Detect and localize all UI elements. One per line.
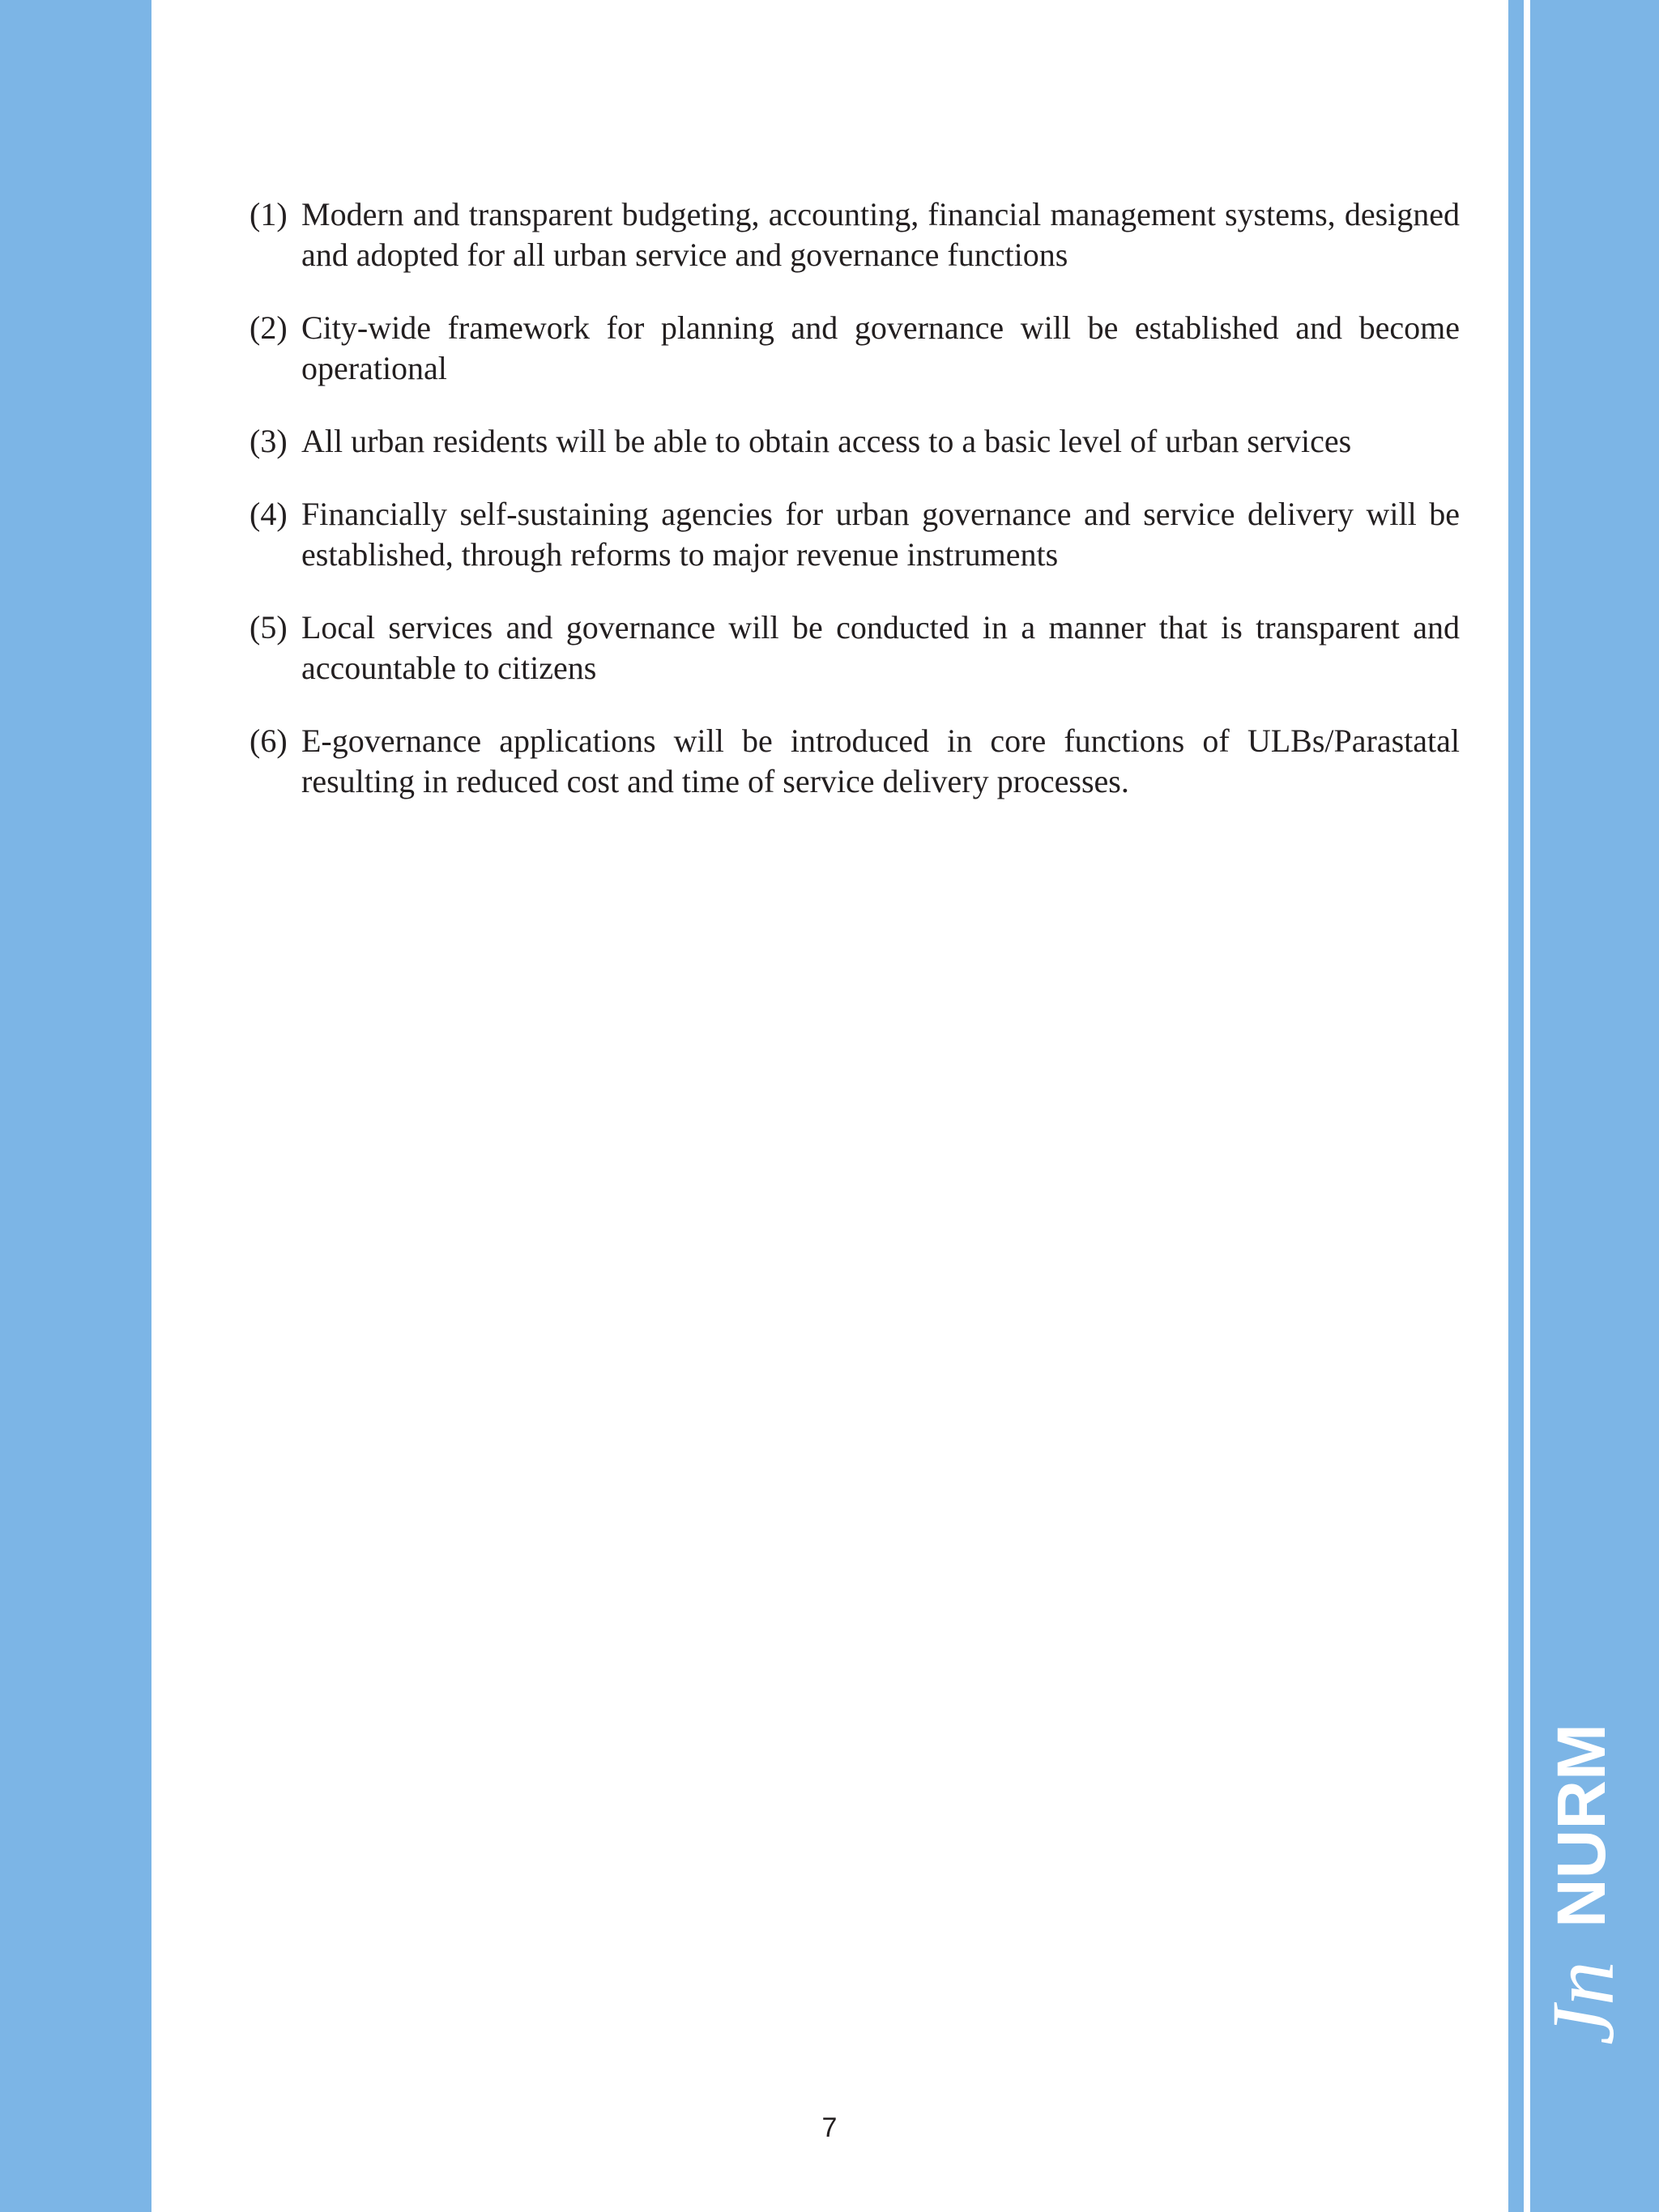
list-item (249, 194, 1460, 275)
item-number: (6) (249, 722, 288, 759)
list-item (249, 721, 1460, 802)
logo-block-text: NURM (1543, 1724, 1619, 1928)
list-item (249, 494, 1460, 575)
item-text: All urban residents will be able to obtain access to a basic level of urban services (301, 423, 1352, 459)
item-number: (4) (249, 496, 288, 532)
jnnurm-logo (1530, 1685, 1659, 2049)
jnnurm-logo-graphic (1530, 1685, 1659, 2049)
item-number: (5) (249, 609, 288, 646)
item-text: Modern and transparent budgeting, accounting, financial management systems, designed and adopted for all urban service and governance functions (301, 196, 1460, 273)
page-number: 7 (821, 2112, 838, 2143)
list-item (249, 308, 1460, 389)
list-item (249, 421, 1460, 462)
item-text: E-governance applications will be introduced in core functions of ULBs/Parastatal resulting in reduced cost and time of service delivery processes. (301, 722, 1460, 799)
item-number: (3) (249, 423, 288, 459)
item-number: (2) (249, 309, 288, 346)
item-text: City-wide framework for planning and governance will be established and become operational (301, 309, 1460, 386)
right-margin-stripe (1508, 0, 1524, 2212)
left-margin-bar (0, 0, 151, 2212)
item-text: Financially self-sustaining agencies for urban governance and service delivery will be established, through reforms to major revenue instruments (301, 496, 1460, 573)
logo-script-text: Jn (1533, 1961, 1632, 2045)
list-item (249, 607, 1460, 688)
item-number: (1) (249, 196, 288, 232)
item-text: Local services and governance will be conducted in a manner that is transparent and accountable to citizens (301, 609, 1460, 686)
outcomes-list (249, 194, 1460, 834)
